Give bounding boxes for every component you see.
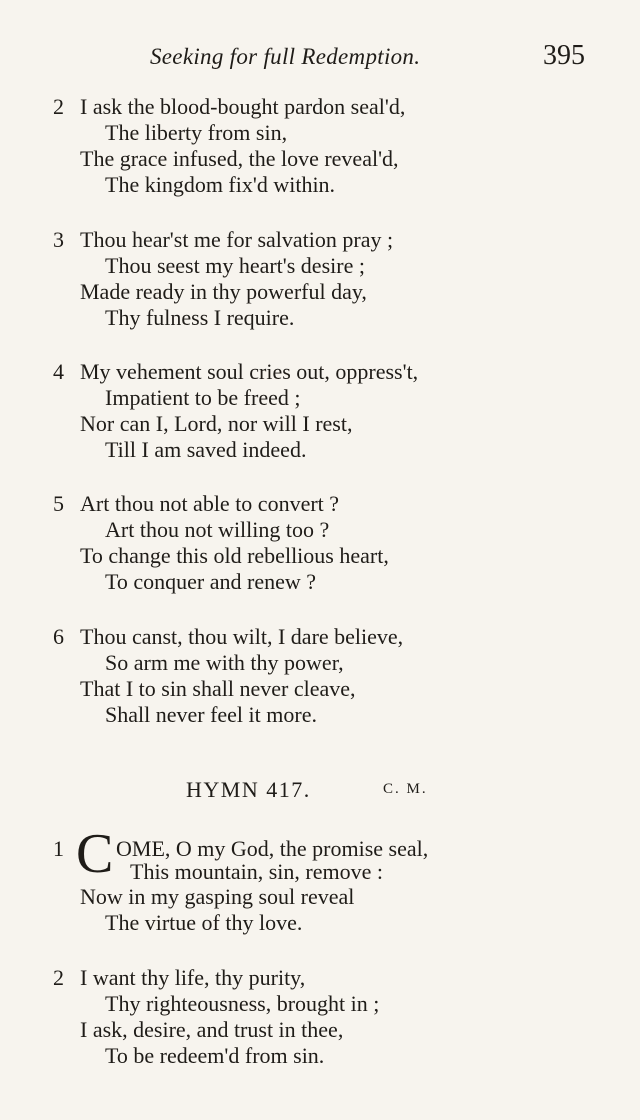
verse-line: I ask the blood-bought pardon seal'd, <box>80 94 406 119</box>
verse-line: I ask, desire, and trust in thee, <box>80 1017 344 1042</box>
verse-line: That I to sin shall never cleave, <box>80 676 356 701</box>
hymn-meter: C. M. <box>383 781 428 797</box>
verse-number: 5 <box>53 491 64 516</box>
verse-line: My vehement soul cries out, oppress't, <box>80 359 419 384</box>
verse-number: 1 <box>53 836 64 861</box>
running-title: Seeking for full Redemption. <box>150 44 421 69</box>
verse-number: 2 <box>53 94 64 119</box>
verse-line: The kingdom fix'd within. <box>105 172 336 197</box>
verse-line: I want thy life, thy purity, <box>80 965 306 990</box>
verse-number: 2 <box>53 965 64 990</box>
verse-line: Now in my gasping soul reveal <box>80 884 355 909</box>
verse-line: Art thou not willing too ? <box>105 517 330 542</box>
verse-line: Thou hear'st me for salvation pray ; <box>80 227 394 252</box>
verse-line: The grace infused, the love reveal'd, <box>80 146 399 171</box>
verse-line: Thou canst, thou wilt, I dare believe, <box>80 624 404 649</box>
verse-line: To be redeem'd from sin. <box>105 1043 325 1068</box>
verse-line: This mountain, sin, remove : <box>130 859 383 884</box>
verse-line: Impatient to be freed ; <box>105 385 301 410</box>
verse-line: Art thou not able to convert ? <box>80 491 340 516</box>
verse-line: Made ready in thy powerful day, <box>80 279 367 304</box>
verse-line: To change this old rebellious heart, <box>80 543 389 568</box>
verse-number: 6 <box>53 624 64 649</box>
verse-line: The liberty from sin, <box>105 120 288 145</box>
verse-line: So arm me with thy power, <box>105 650 344 675</box>
hymn-title: HYMN 417. <box>186 777 311 802</box>
verse-line: To conquer and renew ? <box>105 569 317 594</box>
drop-cap: C <box>76 823 114 885</box>
verse-line: OME, O my God, the promise seal, <box>116 836 429 861</box>
page-number: 395 <box>543 40 585 71</box>
verse-line: Thy fulness I require. <box>105 305 295 330</box>
verse-number: 4 <box>53 359 64 384</box>
verse-line: Thy righteousness, brought in ; <box>105 991 380 1016</box>
verse-line: Till I am saved indeed. <box>105 437 307 462</box>
verse-line: Shall never feel it more. <box>105 702 317 727</box>
verse-line: Thou seest my heart's desire ; <box>105 253 365 278</box>
verse-number: 3 <box>53 227 64 252</box>
verse-line: Nor can I, Lord, nor will I rest, <box>80 411 353 436</box>
verse-line: The virtue of thy love. <box>105 910 303 935</box>
